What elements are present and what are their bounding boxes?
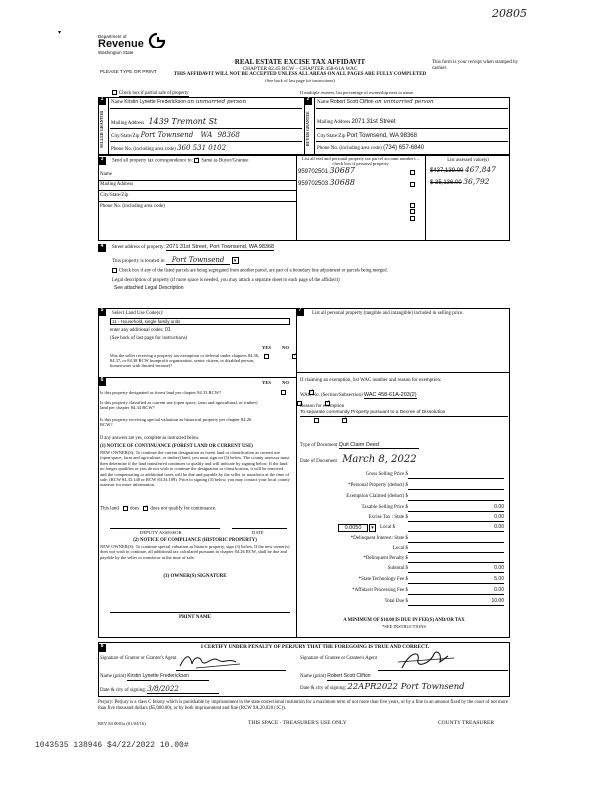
value-hand: 36,792 [463,177,490,186]
notice-continuance-title: (1) NOTICE OF CONTINUANCE (FOREST LAND OR CURRENT USE) [100,444,253,449]
scan-mark: ▾ [58,30,62,36]
s6-yes-header: YES [262,380,271,385]
s6-current-use-question: Is this property classified as current use (open space, farm and agricultural, or timber) land per chapter 84.34 RCW? [100,400,258,411]
seller-city[interactable]: Port Townsend [140,131,194,139]
local-value[interactable]: 0.00 [408,525,504,532]
grantor-name[interactable]: Kirstin Lynette Frederickson [127,674,209,681]
assessed-value-header: List assessed value(s) [447,158,489,163]
s5-q1-no-checkbox[interactable] [292,354,297,359]
section-number-8: 8 [98,644,106,652]
buyer-name-label: Name [317,100,329,105]
personal-property-checkbox[interactable] [410,203,415,208]
dor-logo [98,34,168,55]
seller-mailing[interactable]: 1439 Tremont St [148,117,218,126]
buyer-mailing-label: Mailing Address [317,120,351,125]
personal-property-checkbox[interactable] [410,216,415,221]
seller-side-label: SELLER GRANTOR [99,110,104,148]
value-typed: $ 35,136.00 [430,180,462,186]
buyer-city-label: City/State/Zip [317,134,346,139]
grantor-date-row [100,685,296,694]
grantee-date-row [300,683,548,693]
section-number-5: 5 [98,308,106,316]
owner-signature-label: (3) OWNER(S) SIGNATURE [163,574,227,579]
seller-city-row [111,131,301,140]
grantor-name-row [100,674,296,681]
corr-name-label: Name [100,172,112,177]
wac-label: WAC No. (Section/Subsection) [300,393,363,398]
type-print-note: PLEASE TYPE OR PRINT [100,70,157,75]
s5-q1-yes-checkbox[interactable] [264,354,269,359]
grantee-date[interactable]: 22APR2022 Port Townsend [347,682,465,692]
value-typed: $437,139.00 [430,168,464,174]
seller-zip[interactable]: 98368 [217,131,240,139]
stamp-number: 20805 [492,7,527,20]
deputy-assessor-label: DEPUTY ASSESSOR [140,530,182,535]
seller-state[interactable]: WA [200,131,213,139]
qualify-label: qualify for continuance. [168,506,217,512]
grantor-date[interactable]: 3/8/2022 [147,685,218,694]
buyer-city-row [317,133,507,140]
grantor-name-label: Name (print) [100,674,126,679]
parcel-hand: 30687 [329,166,355,175]
partial-sale-label: Check box if partial sale of property [119,90,189,96]
continuance-row [100,506,216,512]
does-not-checkbox[interactable] [143,506,148,511]
send-to-label: Send all property tax correspondence to: [112,158,193,164]
local-label: Local $ [380,525,396,530]
doc-date-value[interactable]: March 8, 2022 [342,454,417,465]
chevron-down-icon[interactable]: ▾ [232,257,239,264]
doc-type-row [300,442,419,449]
seller-mailing-label: Mailing Address [111,121,145,126]
delinquent-penalty-label: *Delinquent Penalty $ [363,556,408,561]
total-due-value[interactable]: 10.00 [408,599,504,606]
exemption-label: If claiming an exemption, list WAC number and reason for exemption: [300,378,442,383]
corr-mailing-label: Mailing Address [100,182,134,187]
parcel-row [298,166,423,176]
gross-label: Gross Selling Price $ [365,472,408,477]
wac-row [300,392,508,399]
county-treasurer-label: COUNTY TREASURER [438,720,495,726]
s6-forest-question: Is this property designated as forest land per chapter 84.33 RCW? [100,390,222,395]
additional-codes-label: enter any additional codes: [110,328,164,333]
located-value[interactable]: Port Townsend [166,256,231,265]
grantee-name-row [300,674,508,681]
buyer-phone-row [317,145,507,152]
seller-mailing-row [111,117,301,127]
empty-parcel-checkboxes [410,203,417,222]
grantee-name-label: Name (print) [300,674,326,679]
doc-type-label: Type of Document [300,443,338,448]
personal-property-checkbox[interactable] [410,170,415,175]
additional-codes-value[interactable]: 01 [164,327,171,333]
perjury-note: Perjury: Perjury is a class C felony which is punishable by imprisonment in the state correctional institution for a maximum term of not more than five years, or by a fine in an amount fixed by the court of not more than five thousand dollars ($5,000.00), or by both imprisonment and fine (RCW 9A.20.020 (1C)). [98,700,508,711]
s5-no-header: NO [282,345,289,350]
parcel-typed: 959702501 [298,169,329,175]
doc-type-value[interactable]: Quit Claim Deed [339,442,419,449]
form-chapter: CHAPTER 82.45 RCW – CHAPTER 458-61A WAC [242,66,358,73]
buyer-phone-label: Phone No. (including area code) [317,146,382,151]
affidavit-fee-value[interactable]: 0.00 [408,588,504,595]
affidavit-fee-label: *Affidavit Processing Fee $ [352,588,408,593]
logo-name: Revenue [98,38,144,51]
same-as-buyer-checkbox[interactable] [194,158,199,163]
taxable-price-label: Taxable Selling Price $ [361,505,408,510]
s6-answer-note: If any answers are yes, complete as instructed below. [100,436,200,441]
parcel-header: List all real and personal property tax parcel account numbers – check box if personal property [301,156,420,167]
seller-phone-label: Phone No. (including area code) [111,147,176,152]
not-accepted-note: THIS AFFIDAVIT WILL NOT BE ACCEPTED UNLESS ALL AREAS ON ALL PAGES ARE FULLY COMPLETED [173,72,427,78]
form-header [150,58,450,83]
seller-city-label: City/State/Zip [111,134,140,139]
rev-code: REV 84 0001a (01/04/16) [98,721,146,726]
excise-state-label: Excise Tax : State $ [368,515,408,520]
state-tech-fee-label: *State Technology Fee $ [358,577,408,582]
grantee-date-label: Date & city of signing: [300,686,347,691]
buyer-mailing[interactable]: 2071 31st Street [351,119,396,125]
s6-q1-yes-checkbox[interactable] [281,390,286,395]
seller-name-note: an unmarried person [187,99,247,105]
grantor-signature-label: Signature of Grantor or Grantor's Agent [100,656,177,661]
chevron-down-icon[interactable]: ▾ [369,524,376,532]
land-use-see-back: (See back of last page for instructions) [110,336,188,341]
subtotal-value[interactable]: 0.00 [408,566,504,573]
buyer-mailing-row [317,119,507,126]
corr-phone-label: Phone No. (including area code) [100,204,165,209]
dor-emblem-icon [148,32,166,48]
section-number-1: 1 [98,97,106,105]
street-row [112,244,512,251]
parcel-hand: 30688 [329,178,355,187]
receipt-note: This form is your receipt when stamped by cashier. [432,60,518,71]
assessor-date-label: DATE [252,530,264,535]
notice-compliance-title: (2) NOTICE OF COMPLIANCE (HISTORIC PROPERTY) [133,538,257,543]
minimum-due-note: A MINIMUM OF $10.00 IS DUE IN FEE(S) AND/OR TAX [343,618,465,623]
located-label: This property is located in [112,259,165,264]
print-name-label: PRINT NAME [179,615,211,620]
local-rate-select[interactable]: 0.0050 [338,524,368,532]
see-instructions-note: *SEE INSTRUCTIONS [382,624,426,629]
wac-value[interactable]: WAC 458-61A-203(2) [363,392,417,398]
corr-city-label: City/State/Zip [100,193,129,198]
s6-historic-question: Is this property receiving special valuation as historical property per chapter 84.26 RCW? [100,417,252,428]
personal-property-checkbox[interactable] [410,182,415,187]
send-to-row [112,158,312,164]
does-not-label: does not [150,506,168,512]
partial-sale-checkbox[interactable] [112,90,117,95]
value-row [430,166,510,175]
grantee-signature[interactable] [396,648,456,672]
logo-dept: Department of [98,34,127,39]
logo-state: Washington State [98,50,134,56]
state-tech-fee-value[interactable]: 5.00 [408,577,504,584]
buyer-name-row [317,99,507,106]
delinquent-interest-label: *Delinquent Interest: State $ [350,536,408,541]
segregated-checkbox[interactable] [112,268,117,273]
buyer-name-note: an unmarried person [374,99,434,105]
doc-date-label: Date of Document [300,459,337,464]
land-use-select[interactable]: 11 - Household, single family units [110,318,290,325]
parcel-typed: 959702503 [298,181,329,187]
reason-label: Reason for exemption [300,404,345,409]
segregated-label: Check box if any of the listed parcels are being segregated from another parcel, are part of a boundary line adjustment or parcels being merged. [119,268,388,274]
additional-codes-row [110,328,171,334]
subtotal-label: Subtotal $ [387,566,408,571]
does-checkbox[interactable] [123,506,128,511]
s6-q3-yes-checkbox[interactable] [314,418,319,423]
total-due-label: Total Due $ [384,599,408,604]
buyer-phone[interactable]: (734) 657-6840 [383,145,425,151]
section-number-6: 6 [98,378,106,386]
receipt-line: 1043535 138946 $4/22/2022 10.00# [35,741,189,750]
see-back-note: (See back of last page for instructions) [265,78,335,83]
notice-continuance-text: NEW OWNER(S): To continue the current designation as forest land or classification as current use (open space, farm and agriculture, or timber) land, you must sign on (3) below. The county assessor must then determine if the land transferred continues to qualify and will indicate by signing below. If the land no longer qualifies or you do not wish to continue the designation or classification, it will be removed and the compensating or additional taxes will be due and payable by the seller or transferor at the time of sale. (RCW 84.33.140 or RCW 84.34.108). Prior to signing (3) below, you may contact your local county assessor for more information. [100,450,290,488]
s6-q3-no-checkbox[interactable] [342,418,347,423]
seller-phone[interactable]: 360 531 0102 [177,144,227,152]
buyer-side-label: BUYER GRANTEE [305,111,310,147]
legal-label: Legal description of property (if more space is needed, you may attach a separate sheet to each page of the affidavit) [112,278,340,283]
grantee-name[interactable]: Robert Scott Clifton [327,674,390,681]
grantor-date-label: Date & city of signing: [100,688,147,693]
excise-state-value[interactable]: 0.00 [408,515,504,522]
s6-no-header: NO [282,380,289,385]
certify-statement: I CERTIFY UNDER PENALTY OF PERJURY THAT THE FOREGOING IS TRUE AND CORRECT. [200,644,430,650]
buyer-name[interactable]: Robert Scott Clifton [330,99,374,105]
street-value[interactable]: 2071 31st Street, Port Townsend, WA 98368 [166,244,275,250]
form-title: REAL ESTATE EXCISE TAX AFFIDAVIT [234,58,366,66]
this-land-label: This land [100,506,119,512]
personal-property-label: List all personal property (tangible and intangible) included in selling price. [312,311,464,316]
value-hand: 467,847 [464,165,496,174]
exemption-claimed-label: Exemption Claimed (deduct) $ [346,494,408,499]
segregated-row [112,268,522,274]
grantor-signature[interactable] [176,652,246,670]
multiple-owners-note: If multiple owners, list percentage of ownership next to name. [300,90,415,95]
delinquent-local-label: Local $ [392,546,408,551]
reason-value[interactable]: To separate community Property pursuant to a Decree of Dissolution [300,410,508,417]
legal-value[interactable]: See attached Legal Description [114,285,184,291]
personal-deduct-label: *Personal Property (deduct) $ [348,483,408,488]
parcel-row [298,178,423,188]
doc-date-row [300,454,510,466]
section-number-7: 7 [296,308,304,316]
land-use-label: Select Land Use Code(s): [112,311,164,316]
personal-property-checkbox[interactable] [410,209,415,214]
seller-name-label: Name [111,100,123,105]
section-number-2: 2 [304,97,312,105]
located-row [112,256,412,265]
seller-name[interactable]: Kirstin Lynette Frederickson [124,99,186,105]
buyer-city[interactable]: Port Townsend, WA 98368 [346,133,417,139]
does-label: does [130,506,140,512]
value-row [430,178,510,187]
treasurer-use-label: THIS SPACE - TREASURER'S USE ONLY [248,720,347,726]
section-number-3: 3 [98,157,106,165]
taxable-price-value[interactable]: 0.00 [408,505,504,512]
grantee-signature-label: Signature of Grantee or Grantee's Agent [300,656,377,661]
s5-exemption-question: Was the seller receiving a property tax exemption or deferral under chapters 84.36, 84.37, or 84.38 RCW (nonprofit organization, senior citizen, or disabled person, homeowner with limited income)? [110,353,260,369]
seller-name-row [111,99,301,106]
section-number-4: 4 [98,244,106,252]
same-as-buyer-label: Same as Buyer/Grantee [201,158,249,164]
s5-yes-header: YES [262,345,271,350]
street-label: Street address of property: [112,245,165,250]
notice-compliance-text: NEW OWNER(S): To continue special valuation as historic property, sign (3) below. If the new owner(s) does not wish to continue, all additional tax calculated pursuant to chapter 84.26 RCW, shall be due and payable by the seller or transferor at the time of sale. [100,544,290,560]
seller-phone-row [111,144,301,153]
